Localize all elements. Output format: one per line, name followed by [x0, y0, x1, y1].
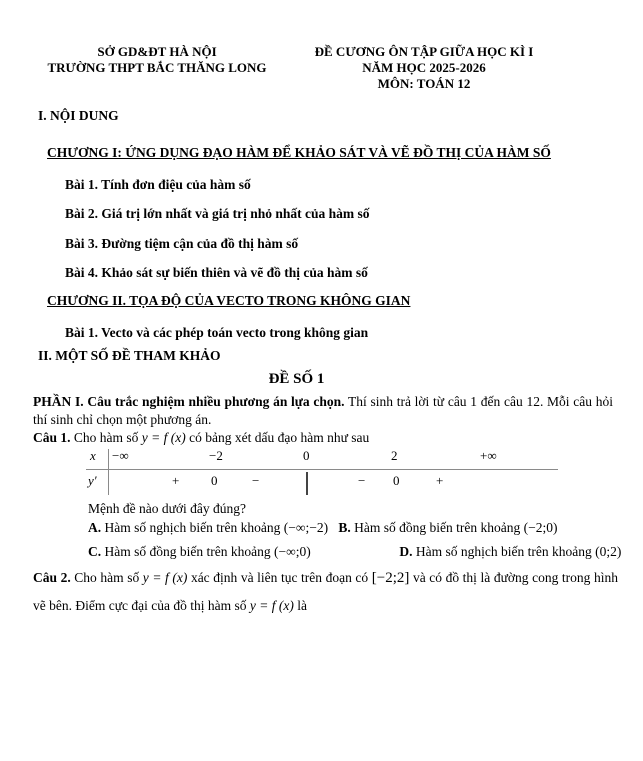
option-d-text: Hàm số nghịch biến trên khoảng [415, 544, 592, 559]
sign-table-sign: − [252, 473, 260, 488]
option-d [399, 544, 621, 560]
sign-table-sign: + [436, 473, 444, 488]
question-1-function: y = f (x) [141, 430, 186, 445]
option-a-interval: (−∞;−2) [283, 520, 329, 535]
section-2-heading: II. MỘT SỐ ĐỀ THAM KHẢO [38, 348, 221, 363]
option-a-label: A. [88, 520, 102, 535]
part-1-instructions [33, 393, 613, 429]
part-1-label: PHẦN I. Câu trắc nghiệm nhiều phương án lựa chọn. [33, 394, 345, 409]
option-b-text: Hàm số đồng biến trên khoảng [354, 520, 521, 535]
sign-table-x-value: +∞ [480, 448, 497, 463]
question-2-text-2: xác định và liên tục trên đoạn có [190, 570, 369, 585]
option-a-text: Hàm số nghịch biến trên khoảng [104, 520, 281, 535]
chapter-1-lesson-4: Bài 4. Khảo sát sự biến thiên và vẽ đồ thị của hàm số [65, 265, 368, 280]
sign-table-x-value: 0 [303, 448, 310, 463]
options-row-1 [88, 520, 557, 536]
sign-table-y-label: y′ [88, 473, 97, 488]
question-2-text-1: Cho hàm số [74, 570, 140, 585]
chapter-2-lesson-1: Bài 1. Vecto và các phép toán vecto trong không gian [65, 325, 369, 340]
chapter-1-title: CHƯƠNG I: ỨNG DỤNG ĐẠO HÀM ĐỂ KHẢO SÁT VÀ VẼ ĐỒ THỊ CỦA HÀM SỐ [47, 145, 551, 160]
sign-table-sign: 0 [393, 473, 400, 488]
question-2-text-3: và có đồ thị là đường cong trong hình vẽ bên. Điểm cực đại của đồ thị hàm số [33, 570, 618, 613]
question-2-segment: [−2;2] [371, 570, 410, 586]
chapter-2-title: CHƯƠNG II. TỌA ĐỘ CỦA VECTO TRONG KHÔNG GIAN [47, 293, 411, 308]
header-school-block [33, 44, 281, 76]
sign-table-x-label: x [90, 448, 96, 463]
option-c [88, 544, 396, 560]
option-b-interval: (−2;0) [523, 520, 558, 535]
question-1-prompt: Mệnh đề nào dưới đây đúng? [88, 501, 247, 516]
options-row-2 [88, 544, 621, 560]
option-d-label: D. [399, 544, 413, 559]
header-exam-title: ĐỀ CƯƠNG ÔN TẬP GIỮA HỌC KÌ I [314, 44, 534, 59]
header-exam-block [300, 44, 548, 92]
part-1-text: Thí sinh trả lời từ câu 1 đến câu 12. Mỗi câu hỏi thí sinh chỉ chọn một phương án. [33, 394, 613, 427]
option-a [88, 520, 335, 536]
option-b-label: B. [338, 520, 351, 535]
chapter-1-lesson-3: Bài 3. Đường tiệm cận của đồ thị hàm số [65, 236, 299, 251]
sign-table-vertical-rule [108, 449, 109, 495]
option-c-interval: (−∞;0) [273, 544, 311, 559]
question-2-label: Câu 2. [33, 570, 71, 585]
sign-table-sign: − [358, 473, 366, 488]
header-department: SỞ GD&ĐT HÀ NỘI [97, 44, 217, 59]
question-2-function-2: y = f (x) [249, 598, 294, 613]
question-2-text-4: là [297, 598, 307, 613]
header-school-year: NĂM HỌC 2025-2026 [362, 60, 486, 75]
question-1-text-before: Cho hàm số [73, 430, 139, 445]
header-subject: MÔN: TOÁN 12 [377, 76, 471, 91]
option-d-interval: (0;2) [595, 544, 622, 559]
header-school-name: TRƯỜNG THPT BẮC THĂNG LONG [47, 60, 267, 75]
chapter-1-lesson-2: Bài 2. Giá trị lớn nhất và giá trị nhỏ nhất của hàm số [65, 206, 370, 221]
section-1-heading: I. NỘI DUNG [38, 108, 119, 123]
option-b [338, 520, 557, 536]
question-2-text [33, 564, 618, 620]
exam-set-title: ĐỀ SỐ 1 [268, 371, 325, 387]
sign-table-x-value: −2 [209, 448, 223, 463]
option-c-text: Hàm số đồng biến trên khoảng [104, 544, 271, 559]
derivative-sign-table [86, 447, 558, 499]
sign-table-horizontal-rule [86, 469, 558, 470]
sign-table-sign: 0 [211, 473, 218, 488]
sign-table-x-value: −∞ [112, 448, 129, 463]
option-c-label: C. [88, 544, 102, 559]
sign-table-x-value: 2 [391, 448, 398, 463]
question-1-text-after: có bảng xét dấu đạo hàm như sau [189, 430, 370, 445]
question-1-label: Câu 1. [33, 430, 71, 445]
question-1-intro [33, 430, 369, 446]
question-2-function-1: y = f (x) [142, 570, 188, 585]
sign-table-sign: + [172, 473, 180, 488]
sign-table-discontinuity-bar [306, 472, 308, 495]
chapter-1-lesson-1: Bài 1. Tính đơn điệu của hàm số [65, 177, 251, 192]
